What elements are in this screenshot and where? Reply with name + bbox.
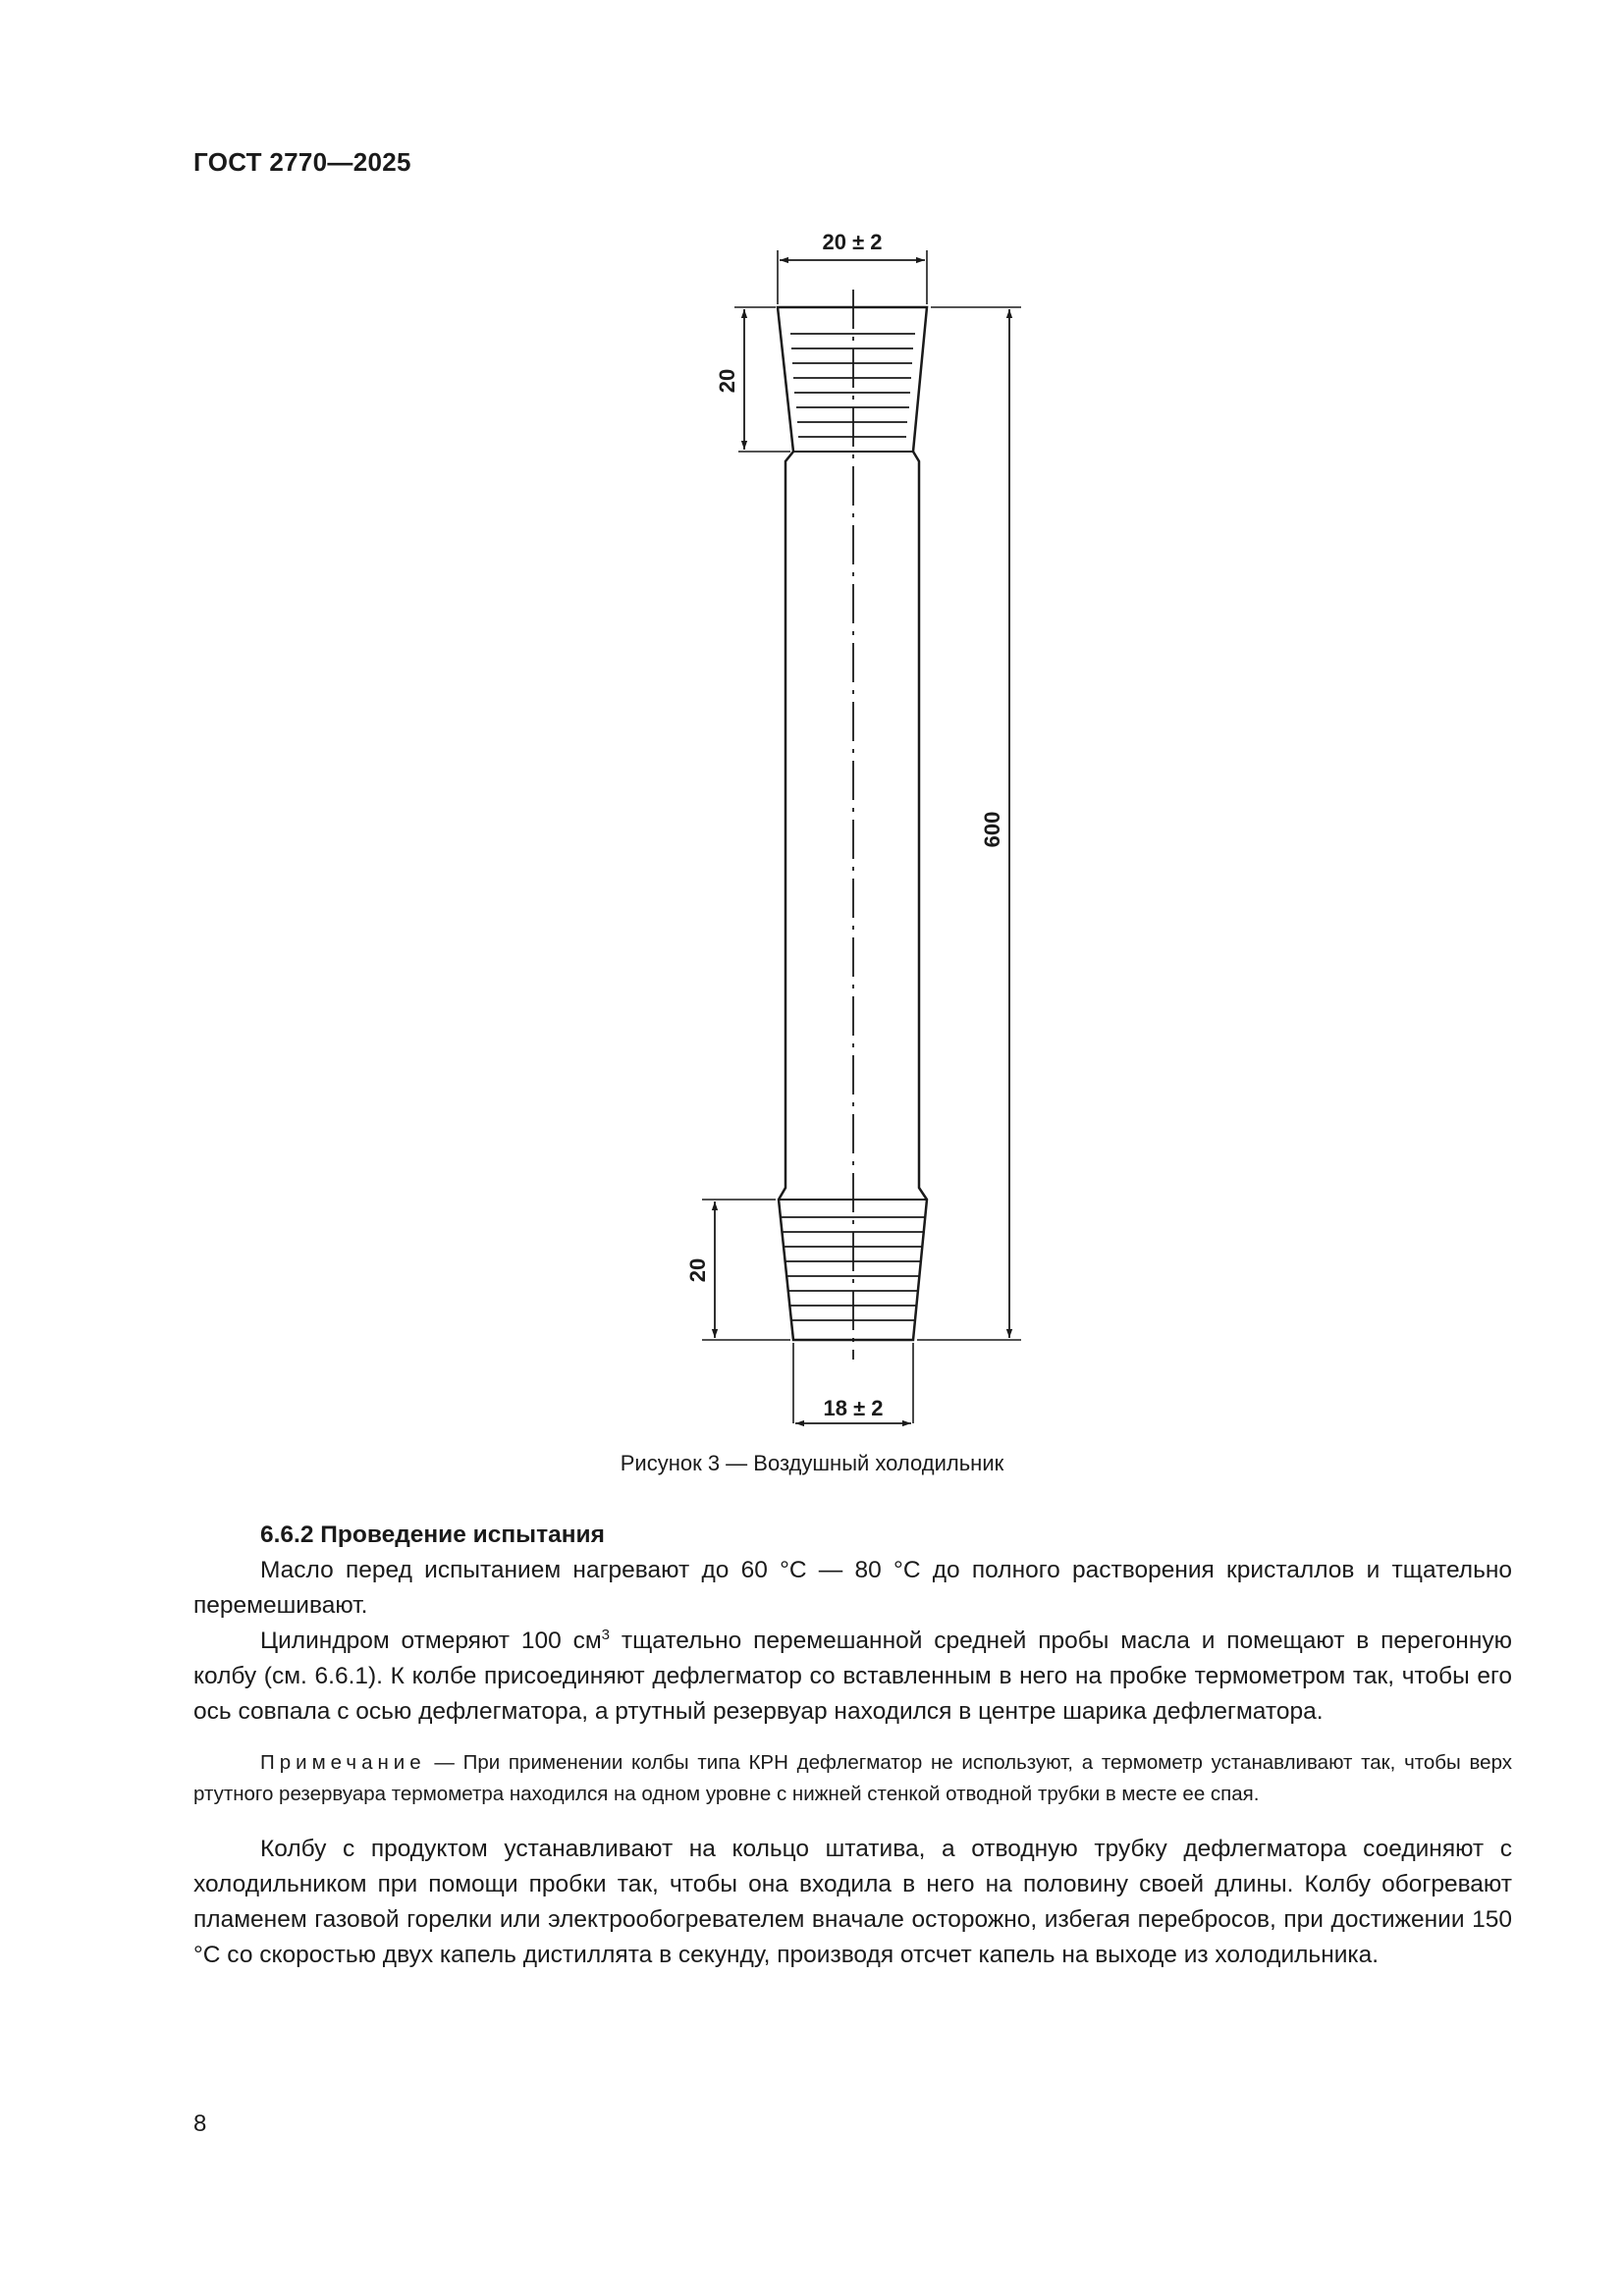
note bbox=[193, 1747, 1512, 1810]
dim-bottom-height: 20 bbox=[685, 1257, 710, 1283]
paragraph-2 bbox=[193, 1624, 1512, 1730]
superscript-3: 3 bbox=[601, 1626, 611, 1643]
note-text: — При применении колбы типа КРН дефлегматор не используют, а термометр устанавливают так, чтобы верх ртутного резервуара термометра находился на одном уровне с нижней стенкой отводной трубки в месте ее спая. bbox=[193, 1751, 1512, 1805]
document-header: ГОСТ 2770—2025 bbox=[193, 147, 411, 177]
dimension-lines bbox=[715, 260, 1009, 1423]
dim-bottom-width: 18 ± 2 bbox=[823, 1396, 884, 1420]
figure-caption: Рисунок 3 — Воздушный холодильник bbox=[620, 1451, 1004, 1475]
paragraph-2-rest: тщательно перемешанной средней пробы масла и помещают в перегонную колбу (см. 6.6.1). К колбе присоединяют дефлегматор со вставленным в него на пробке термометром так, чтобы его ось совпала с осью дефлегматора, а ртутный резервуар находился в центре шарика дефлегматора. bbox=[193, 1628, 1512, 1725]
paragraph-3: Колбу с продуктом устанавливают на кольцо штатива, а отводную трубку дефлегматора соединяют с холодильником при помощи пробки так, чтобы она входила в него на половину своей длины. Колбу обогревают пламенем газовой горелки или электрообогревателем вначале осторожно, избегая перебросов, при достижении 150 °С со скоростью двух капель дистиллята в секунду, производя отсчет капель на выходе из холодильника. bbox=[193, 1836, 1512, 1968]
section-title: 6.6.2 Проведение испытания bbox=[260, 1522, 605, 1548]
section-content bbox=[193, 1518, 1512, 1973]
dim-top-width: 20 ± 2 bbox=[822, 230, 883, 254]
dim-total-length: 600 bbox=[980, 811, 1004, 848]
paragraph-1: Масло перед испытанием нагревают до 60 °С — 80 °С до полного растворения кристаллов и тщательно перемешивают. bbox=[193, 1557, 1512, 1619]
page-number: 8 bbox=[193, 2110, 207, 2137]
paragraph-2-start: Цилиндром отмеряют 100 см bbox=[260, 1628, 602, 1654]
tube-outline bbox=[778, 307, 927, 1340]
note-label: Примечание bbox=[260, 1751, 426, 1774]
dim-top-height: 20 bbox=[715, 368, 739, 394]
